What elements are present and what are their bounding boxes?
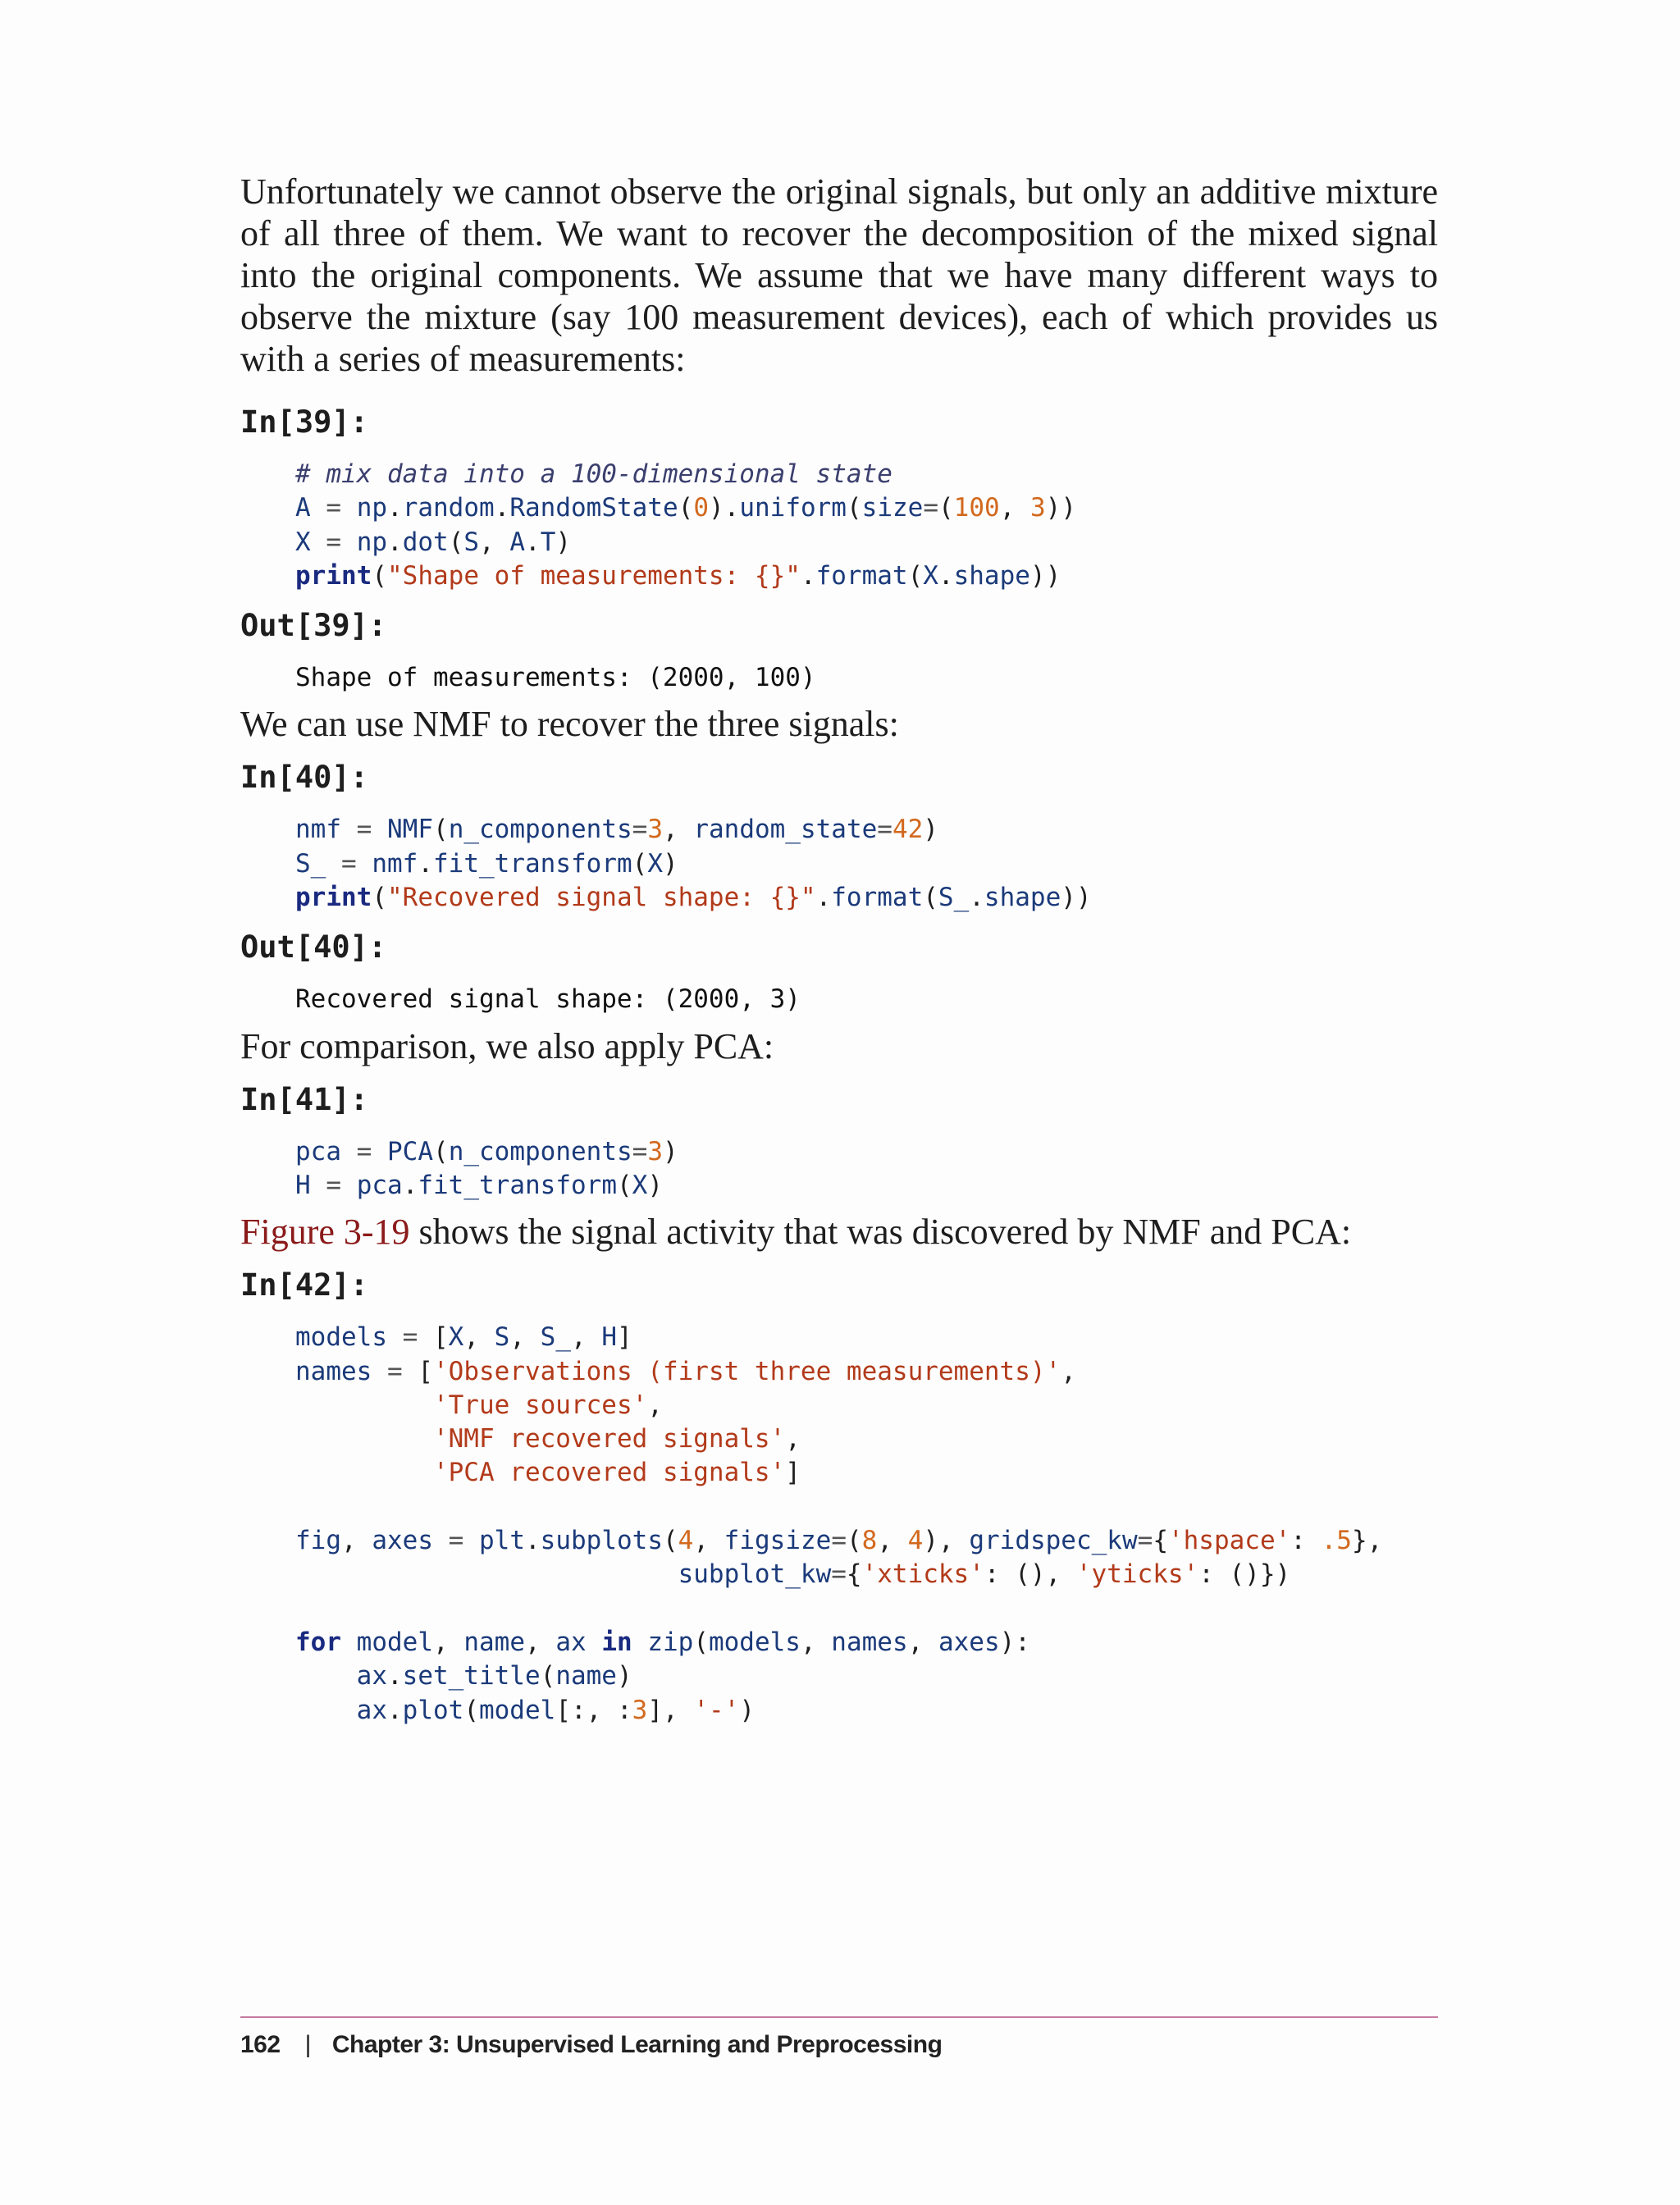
in42-code-line: subplot_kw={'xticks': (), 'yticks': ()}) <box>678 1559 1291 1590</box>
in42-code-block <box>240 1321 1438 1728</box>
in42-code-line <box>295 1491 1438 1524</box>
page-footer <box>240 2031 942 2059</box>
intro-paragraph: Unfortunately we cannot observe the original signals, but only an additive mixture of all three of them. We want to recover the decomposition of the mixed signal into the original components. We assume that we have many different ways to observe the mixture (say 100 measurement devices), each of which provides us with a series of measurements: <box>240 171 1438 379</box>
chapter-title: Chapter 3: Unsupervised Learning and Preprocessing <box>331 2031 943 2058</box>
in39-code-line: print("Shape of measurements: {}".format(X.shape)) <box>295 560 1061 591</box>
out39-output: Shape of measurements: (2000, 100) <box>295 663 816 693</box>
page-number: 162 <box>240 2031 281 2058</box>
in39-code-line <box>295 458 1438 491</box>
in42-code-line: 'True sources', <box>432 1390 663 1420</box>
out40-output: Recovered signal shape: (2000, 3) <box>295 984 801 1015</box>
in42-code-line: 'PCA recovered signals'] <box>432 1458 801 1488</box>
out40-label: Out[40]: <box>240 929 387 966</box>
in40-code-line: S_ = nmf.fit_transform(X) <box>295 848 678 879</box>
figure-ref-text: shows the signal activity that was discovered by NMF and PCA: <box>409 1212 1352 1253</box>
in40-code-line: print("Recovered signal shape: {}".format(S_.shape)) <box>295 883 1092 913</box>
code-comment: # mix data into a 100-dimensional state <box>295 459 892 489</box>
page-content <box>240 171 1438 1728</box>
in42-code-line <box>295 1592 1438 1626</box>
in42-code-line: 'NMF recovered signals', <box>432 1424 801 1454</box>
in39-label: In[39]: <box>240 404 368 440</box>
in41-code-line: H = pca.fit_transform(X) <box>295 1170 664 1200</box>
in40-code-block <box>240 813 1438 915</box>
in42-code-line: fig, axes = plt.subplots(4, figsize=(8, 4), gridspec_kw={'hspace': .5}, <box>295 1526 1383 1556</box>
pca-paragraph: For comparison, we also apply PCA: <box>240 1025 774 1066</box>
in42-code-line: models = [X, S, S_, H] <box>295 1322 632 1353</box>
nmf-paragraph: We can use NMF to recover the three signals: <box>240 704 899 745</box>
out39-label: Out[39]: <box>240 608 387 644</box>
in42-code-line: for model, name, ax in zip(models, names, axes): <box>295 1627 1030 1657</box>
footer-rule <box>240 2016 1438 2018</box>
in41-code-line: pca = PCA(n_components=3) <box>295 1136 678 1166</box>
in42-code-line: ax.set_title(name) <box>356 1661 632 1691</box>
in40-code-line: nmf = NMF(n_components=3, random_state=42) <box>295 815 938 845</box>
in40-label: In[40]: <box>240 760 368 796</box>
footer-separator: | <box>304 2031 311 2058</box>
in39-code-line: A = np.random.RandomState(0).uniform(size=(100, 3)) <box>295 493 1076 523</box>
figure-ref-paragraph <box>240 1211 1438 1253</box>
in42-code-line: names = ['Observations (first three measurements)', <box>295 1356 1076 1386</box>
figure-3-19-link[interactable]: Figure 3-19 <box>240 1212 410 1253</box>
in42-label: In[42]: <box>240 1267 368 1303</box>
in41-label: In[41]: <box>240 1081 368 1117</box>
in39-code-block <box>240 458 1438 593</box>
in41-code-block <box>240 1135 1438 1203</box>
in39-code-line: X = np.dot(S, A.T) <box>295 527 572 557</box>
in42-code-line: ax.plot(model[:, :3], '-') <box>356 1695 755 1725</box>
